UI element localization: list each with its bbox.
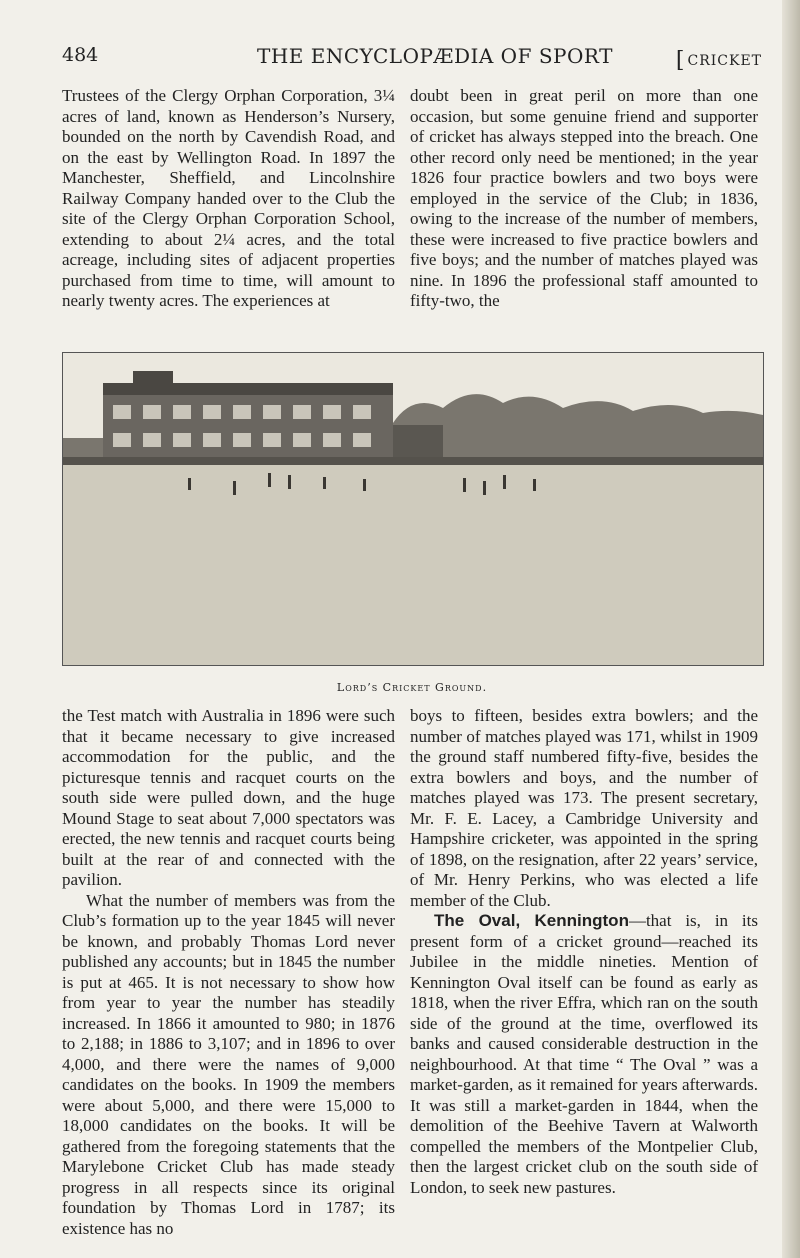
page-number: 484: [62, 44, 99, 66]
cricket-field: [63, 465, 763, 665]
pavilion-building: [103, 393, 393, 463]
pavilion-turret: [133, 371, 173, 385]
lords-ground-photo: [62, 352, 764, 666]
bottom-right-paragraph-2: [410, 911, 758, 1198]
page-edge: [782, 0, 800, 1258]
top-right-paragraph: doubt been in great peril on more than one occasion, but some genuine friend and supporter of cricket has always stepped into the breach. One other record only need be mentioned; in the year 1826 four practice bowlers and two boys were employed in the service of the Club; in 1836, owing to the increase of the number of members, these were increased to five practice bowlers and five boys; and the number of matches played was nine. In 1896 the professional staff amounted to fifty-two, the: [410, 86, 758, 310]
photo-caption: Lord’s Cricket Ground.: [336, 681, 488, 694]
oval-heading: The Oval, Kennington: [434, 911, 629, 930]
running-title: THE ENCYCLOPÆDIA OF SPORT: [257, 44, 613, 68]
bottom-right-paragraph-1: boys to fifteen, besides extra bowlers; and the number of matches played was 171, whilst in 1909 the ground staff numbered fifty-five, besides the extra bowlers and boys, and the number of matches played was 173. The present secretary, Mr. F. E. Lacey, a Cambridge University and Hampshire cricketer, was appointed in the spring of 1898, on the resignation, after 22 years’ service, of Mr. Henry Perkins, who was elected a life member of the Club.: [410, 706, 758, 910]
top-right-column: [410, 86, 758, 312]
bottom-left-paragraph-1: the Test match with Australia in 1896 were such that it became necessary to give increased accommodation for the public, and the picturesque tennis and racquet courts on the south side were pulled down, and the huge Mound Stage to seat about 7,000 spectators was erected, the new tennis and racquet courts being built at the rear of and connected with the pavilion.: [62, 706, 395, 889]
bottom-left-paragraph-2: What the number of members was from the Club’s formation up to the year 1845 will never be known, and probably Thomas Lord never published any accounts; but in 1845 the number is put at 465. It is not necessary to show how from year to year the number has steadily increased. In 1866 it amounted to 980; in 1876 to 2,188; in 1886 to 3,107; and in 1896 to over 4,000, and there were the names of 9,000 candidates on the books. In 1909 the members were about 5,000, and there were 15,000 to 18,000 candidates on the books. It will be gathered from the foregoing statements that the Marylebone Cricket Club has made steady progress in all respects since its original foundation by Thomas Lord in 1787; its existence has no: [62, 890, 395, 1238]
spectator-stands: [63, 457, 763, 465]
top-left-paragraph: Trustees of the Clergy Orphan Corporation, 3¼ acres of land, known as Henderson’s Nursery, bounded on the north by Cavendish Road, and on the east by Wellington Road. In 1897 the Manchester, Sheffield, and Lincolnshire Railway Company handed over to the Club the site of the Clergy Orphan Corporation School, extending to about 2¼ acres, and the total acreage, including sites of adjacent properties purchased from time to time, will amount to nearly twenty acres. The experiences at: [62, 86, 395, 310]
photo-illustration: [63, 353, 763, 665]
oval-text: —that is, in its present form of a cricket ground—reached its Jubilee in the middle nineties. Mention of Kennington Oval itself can be found as early as 1818, when the river Effra, which ran on the south side of the ground at the time, overflowed its banks and caused considerable destruction in the neighbourhood. At that time “ The Oval ” was a market-garden, as it remained for years afterwards. It was still a market-garden in 1844, when the demolition of the Beehive Tavern at Walworth compelled the members of the Montpelier Club, then the largest cricket club on the south side of London, to seek new pastures.: [410, 911, 758, 1197]
top-left-column: [62, 86, 395, 312]
section-tag: [ CRICKET: [676, 46, 762, 71]
page-header: [62, 44, 762, 74]
bottom-right-column: [410, 706, 758, 1198]
bottom-left-column: [62, 706, 395, 1239]
